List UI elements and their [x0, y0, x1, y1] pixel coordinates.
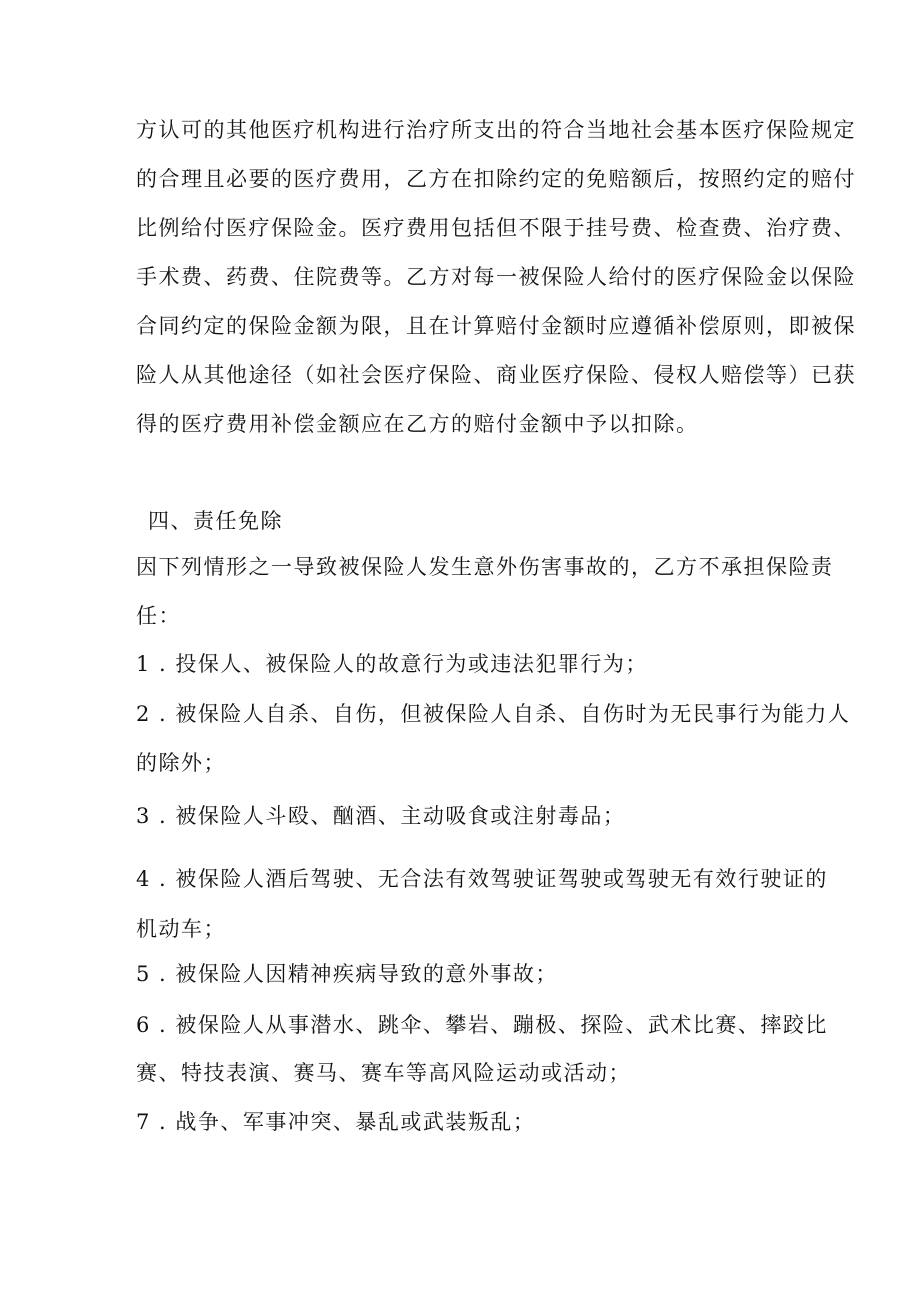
paragraph-line: 合同约定的保险金额为限，且在计算赔付金额时应遵循补偿原则，即被保 [136, 314, 856, 338]
list-item-5: 5 . 被保险人因精神疾病导致的意外事故； [136, 962, 558, 986]
list-item-2-continuation: 的除外； [136, 751, 226, 775]
list-item-7: 7 . 战争、军事冲突、暴乱或武装叛乱； [136, 1110, 536, 1134]
list-item-4-continuation: 机动车； [136, 917, 226, 941]
paragraph-line: 方认可的其他医疗机构进行治疗所支出的符合当地社会基本医疗保险规定 [136, 118, 856, 142]
list-item-6-continuation: 赛、特技表演、赛马、赛车等高风险运动或活动； [136, 1061, 631, 1085]
paragraph-line: 得的医疗费用补偿金额应在乙方的赔付金额中予以扣除。 [136, 412, 699, 436]
intro-line: 任： [136, 604, 181, 628]
list-item-4: 4 . 被保险人酒后驾驶、无合法有效驾驶证驾驶或驾驶无有效行驶证的 [136, 867, 828, 891]
paragraph-line: 手术费、药费、住院费等。乙方对每一被保险人给付的医疗保险金以保险 [136, 265, 856, 289]
section-heading: 四、责任免除 [148, 509, 283, 533]
list-item-6: 6 . 被保险人从事潜水、跳伞、攀岩、蹦极、探险、武术比赛、摔跤比 [136, 1013, 828, 1037]
paragraph-line: 比例给付医疗保险金。医疗费用包括但不限于挂号费、检查费、治疗费、 [136, 216, 856, 240]
paragraph-line: 险人从其他途径（如社会医疗保险、商业医疗保险、侵权人赔偿等）已获 [136, 363, 856, 387]
list-item-1: 1 . 投保人、被保险人的故意行为或违法犯罪行为； [136, 652, 648, 676]
list-item-3: 3 . 被保险人斗殴、酗酒、主动吸食或注射毒品； [136, 804, 626, 828]
paragraph-line: 的合理且必要的医疗费用，乙方在扣除约定的免赔额后，按照约定的赔付 [136, 167, 856, 191]
list-item-2: 2 . 被保险人自杀、自伤，但被保险人自杀、自伤时为无民事行为能力人 [136, 702, 851, 726]
intro-line: 因下列情形之一导致被保险人发生意外伤害事故的，乙方不承担保险责 [136, 555, 834, 579]
